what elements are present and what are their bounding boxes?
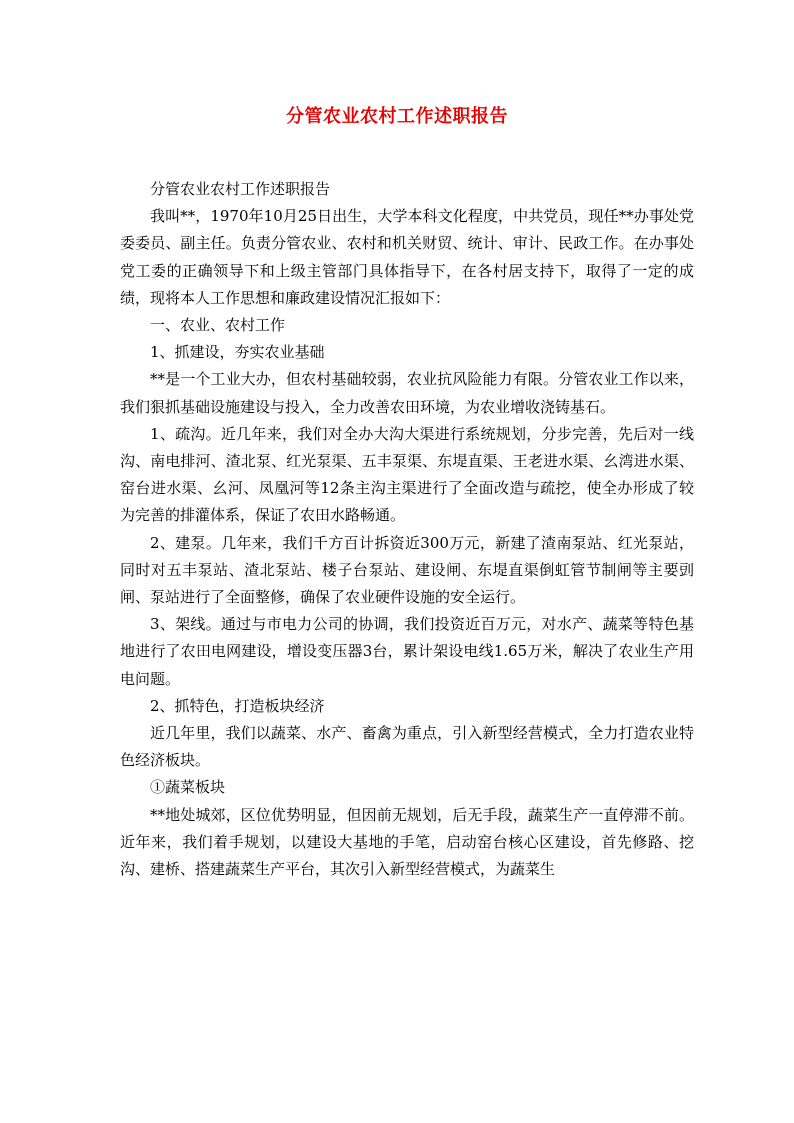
paragraph-intro: 我叫**，1970年10月25日出生，大学本科文化程度，中共党员，现任**办事处党委委员、副主任。负责分管农业、农村和机关财贸、统计、审计、民政工作。在办事处党工委的正确领导下和上级主管部门具体指导下，在各村居支持下，取得了一定的成绩，现将本人工作思想和廉政建设情况汇报如下： bbox=[120, 207, 694, 307]
subheading-vegetables: ①蔬菜板块 bbox=[150, 778, 226, 797]
document-title: 分管农业农村工作述职报告 bbox=[286, 106, 508, 127]
subheading-2: 2、抓特色，打造板块经济 bbox=[150, 696, 325, 715]
paragraph-ditches: 1、疏沟。近几年来，我们对全办大沟大渠进行系统规划，分步完善，先后对一线沟、南电排河、渣北泵、红光泵渠、五丰泵渠、东堤直渠、王老进水渠、幺湾进水渠、窑台进水渠、幺河、凤凰河等12条主沟主渠进行了全面改造与疏挖，使全办形成了较为完善的排灌体系，保证了农田水路畅通。 bbox=[120, 424, 694, 525]
paragraph-power-lines: 3、架线。通过与市电力公司的协调，我们投资近百万元，对水产、蔬菜等特色基地进行了农田电网建设，增设变压器3台，累计架设电线1.65万米，解决了农业生产用电问题。 bbox=[120, 615, 694, 688]
paragraph-subtitle: 分管农业农村工作述职报告 bbox=[150, 180, 331, 198]
paragraph-pumps: 2、建泵。几年来，我们千方百计拆资近300万元，新建了渣南泵站、红光泵站，同时对五丰泵站、渣北泵站、楼子台泵站、建设闸、东堤直渠倒虹管节制闸等主要剅闸、泵站进行了全面整修，确保了农业硬件设施的安全运行。 bbox=[120, 533, 694, 607]
paragraph-background: **是一个工业大办，但农村基础较弱，农业抗风险能力有限。分管农业工作以来，我们狠抓基础设施建设与投入，全力改善农田环境，为农业增收浇铸基石。 bbox=[120, 370, 694, 416]
subheading-1: 1、抓建设，夯实农业基础 bbox=[150, 343, 325, 362]
paragraph-vegetables: **地处城郊，区位优势明显，但因前无规划，后无手段，蔬菜生产一直停滞不前。近年来，我们着手规划，以建设大基地的手笔，启动窑台核心区建设，首先修路、挖沟、建桥、搭建蔬菜生产平台，其次引入新型经营模式，为蔬菜生 bbox=[120, 805, 694, 879]
document-body bbox=[120, 176, 694, 883]
section-heading-1: 一、农业、农村工作 bbox=[150, 316, 286, 335]
paragraph-features: 近几年里，我们以蔬菜、水产、畜禽为重点，引入新型经营模式，全力打造农业特色经济板块。 bbox=[120, 724, 694, 770]
